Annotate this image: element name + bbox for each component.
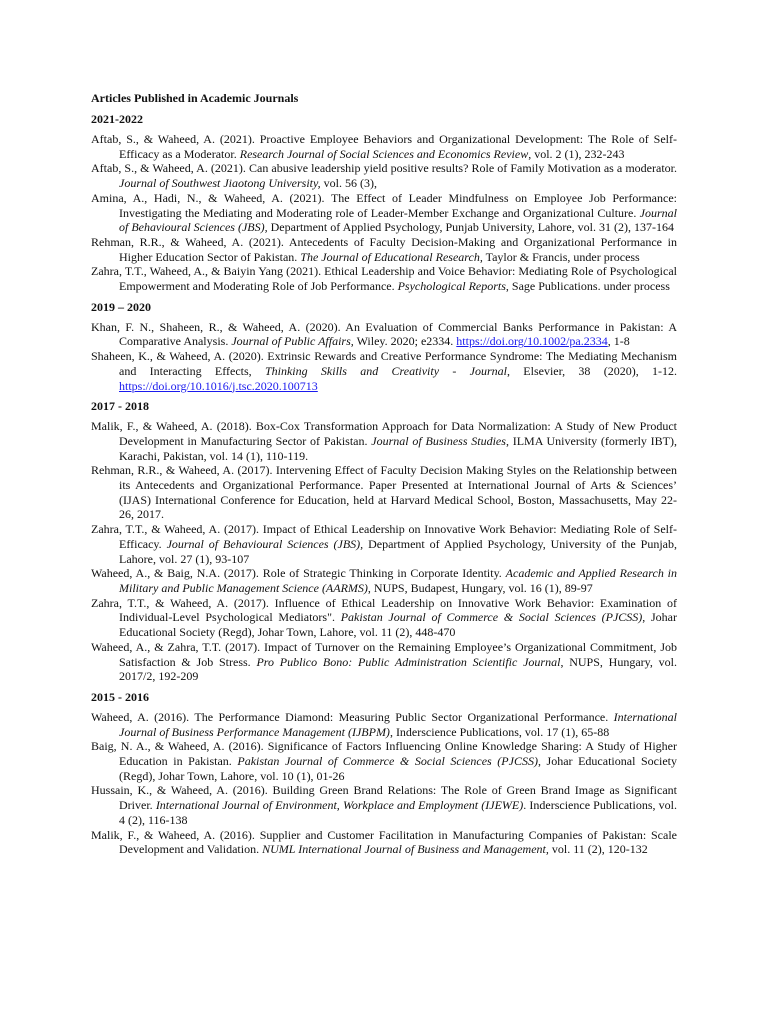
citation-entry bbox=[91, 463, 677, 522]
citation-text: Zahra, T.T., Waheed, A., & Baiyin Yang (2021). Ethical Leadership and Voice Behavior: Mediating Role of Psychological Empowerment and Moderating Role of Job Performance. bbox=[91, 264, 677, 294]
section-year-heading: 2015 - 2016 bbox=[91, 689, 149, 704]
citation-details: , Sage Publications. under process bbox=[505, 279, 670, 294]
journal-name: Psychological Reports bbox=[397, 279, 506, 294]
citation-entry bbox=[91, 320, 677, 349]
citation-text: Rehman, R.R., & Waheed, A. (2021). Antecedents of Faculty Decision-Making and Organizational Performance in Higher Education Sector of Pakistan. bbox=[91, 234, 677, 264]
citation-entry bbox=[91, 596, 677, 640]
citation-entry bbox=[91, 264, 677, 293]
citation-text: Rehman, R.R., & Waheed, A. (2017). Intervening Effect of Faculty Decision Making Styles on the Relationship between its Antecedents and Organizational Performance. Paper Presented at International Journal of Arts & Sciences’ (IJAS) International Conference for Education, held at Harvard Medical School, Boston, Massachusetts, May 22-26, 2017. bbox=[91, 463, 677, 522]
citation-text: Waheed, A. (2016). The Performance Diamond: Measuring Public Sector Organizational Performance. bbox=[91, 709, 614, 724]
citation-entry bbox=[91, 349, 677, 393]
citation-text: Shaheen, K., & Waheed, A. (2020). Extrinsic Rewards and Creative Performance Syndrome: The Mediating Mechanism and Interacting Effects, bbox=[91, 349, 677, 378]
section-year-heading: 2017 - 2018 bbox=[91, 399, 149, 414]
citation-details: Taylor & Francis, under process bbox=[482, 249, 640, 264]
citation-entry bbox=[91, 161, 677, 190]
citation-details: , Johar Educational Society (Regd), Johar Town, Lahore, vol. 10 (1), 01-26 bbox=[119, 754, 677, 783]
citation-details: . Inderscience Publications, vol. 4 (2), 116-138 bbox=[119, 798, 677, 827]
journal-name: International Journal of Business Performance Management (IJBPM) bbox=[119, 709, 677, 739]
citation-text: Waheed, A., & Baig, N.A. (2017). Role of Strategic Thinking in Corporate Identity. bbox=[91, 566, 506, 581]
citation-details: , Elsevier, 38 (2020), 1-12. bbox=[506, 363, 677, 378]
citation-details: , Inderscience Publications, vol. 17 (1), 65-88 bbox=[389, 724, 610, 739]
citation-entry bbox=[91, 640, 677, 684]
journal-name: Journal of Business Studies bbox=[371, 433, 506, 448]
journal-name: International Journal of Environment, Workplace and Employment (IJEWE) bbox=[155, 798, 524, 813]
citation-entry bbox=[91, 419, 677, 463]
sections-container bbox=[91, 112, 677, 857]
journal-name: Academic and Applied Research in Military and Public Management Science (AARMS) bbox=[119, 566, 678, 595]
citation-details: Wiley. 2020; e2334. bbox=[353, 334, 457, 349]
journal-name: Pakistan Journal of Commerce & Social Sciences (PJCSS) bbox=[340, 610, 643, 625]
journal-name: NUML International Journal of Business and Management, bbox=[262, 842, 549, 857]
journal-name: Research Journal of Social Sciences and Economics Review bbox=[239, 146, 529, 161]
journal-name: Journal of Behavioural Sciences (JBS), bbox=[166, 536, 364, 551]
citation-entry bbox=[91, 828, 677, 857]
citation-details: Department of Applied Psychology, University of the Punjab, Lahore, vol. 27 (1), 93-107 bbox=[119, 536, 678, 566]
citation-text: Hussain, K., & Waheed, A. (2016). Building Green Brand Relations: The Role of Green Brand Image as Significant Driver. bbox=[91, 783, 677, 813]
journal-name: Journal of Public Affairs, bbox=[231, 334, 354, 349]
page-title: Articles Published in Academic Journals bbox=[91, 91, 299, 105]
doi-link[interactable]: https://doi.org/10.1002/pa.2334 bbox=[456, 334, 608, 349]
citation-details: vol. 11 (2), 120-132 bbox=[548, 842, 648, 857]
citation-text: Aftab, S., & Waheed, A. (2021). Can abusive leadership yield positive results? Role of Family Motivation as a moderator. bbox=[91, 161, 677, 176]
citation-details: , ILMA University (formerly IBT), Karachi, Pakistan, vol. 14 (1), 110-119. bbox=[119, 433, 678, 463]
citation-text: Malik, F., & Waheed, A. (2016). Supplier and Customer Facilitation in Manufacturing Companies of Pakistan: Scale Development and Validation. bbox=[91, 827, 677, 857]
citation-entry bbox=[91, 235, 677, 264]
citation-details: , Johar Educational Society (Regd), Johar Town, Lahore, vol. 11 (2), 448-470 bbox=[119, 610, 677, 640]
journal-name: Pakistan Journal of Commerce & Social Sciences (PJCSS) bbox=[237, 754, 538, 769]
citation-details: , NUPS, Budapest, Hungary, vol. 16 (1), 89-97 bbox=[367, 580, 593, 595]
section-year-heading: 2021-2022 bbox=[91, 112, 143, 126]
citation-text: Aftab, S., & Waheed, A. (2021). Proactive Employee Behaviors and Organizational Development: The Role of Self-Efficacy as a Moderator. bbox=[91, 132, 677, 161]
citation-entry bbox=[91, 783, 677, 827]
citation-details: vol. 56 (3), bbox=[320, 176, 377, 191]
journal-name: The Journal of Educational Research, bbox=[300, 249, 483, 264]
citation-entry bbox=[91, 191, 677, 235]
citation-entry bbox=[91, 566, 677, 595]
section-year-heading: 2019 – 2020 bbox=[91, 299, 151, 314]
citation-pages: , 1-8 bbox=[607, 334, 630, 349]
journal-name: Journal of Behavioural Sciences (JBS), bbox=[119, 205, 677, 235]
citation-text: Zahra, T.T., & Waheed, A. (2017). Influence of Ethical Leadership on Innovative Work Behavior: Examination of Individual-Level Psychological Mediators". bbox=[91, 595, 677, 625]
citation-entry bbox=[91, 522, 677, 566]
doi-link[interactable]: https://doi.org/10.1016/j.tsc.2020.100713 bbox=[119, 378, 318, 393]
citation-entry bbox=[91, 739, 677, 783]
citation-entry bbox=[91, 132, 677, 161]
citation-details: , vol. 2 (1), 232-243 bbox=[528, 146, 625, 161]
document-page bbox=[91, 91, 677, 857]
journal-name: Thinking Skills and Creativity - Journal bbox=[264, 363, 507, 378]
citation-entry bbox=[91, 710, 677, 739]
citation-text: Amina, A., Hadi, N., & Waheed, A. (2021). The Effect of Leader Mindfulness on Employee Job Performance: Investigating the Mediating and Moderating role of Leader-Member Exchange and Organizational Culture. bbox=[91, 190, 677, 220]
citation-text: Waheed, A., & Zahra, T.T. (2017). Impact of Turnover on the Remaining Employee’s Organizational Commitment, Job Satisfaction & Job Stress. bbox=[91, 639, 677, 669]
citation-text: Khan, F. N., Shaheen, R., & Waheed, A. (2020). An Evaluation of Commercial Banks Performance in Pakistan: A Comparative Analysis. bbox=[91, 319, 677, 349]
citation-text: Malik, F., & Waheed, A. (2018). Box-Cox Transformation Approach for Data Normalization: A Study of New Product Development in Manufacturing Sector of Pakistan. bbox=[91, 419, 677, 448]
citation-details: Department of Applied Psychology, Punjab University, Lahore, vol. 31 (2), 137-164 bbox=[267, 220, 675, 235]
citation-details: , NUPS, Hungary, vol. 2017/2, 192-209 bbox=[119, 654, 678, 684]
journal-name: Journal of Southwest Jiaotong University, bbox=[119, 176, 321, 191]
citation-text: Zahra, T.T., & Waheed, A. (2017). Impact of Ethical Leadership on Innovative Work Behavior: Mediating Role of Self-Efficacy. bbox=[91, 522, 677, 551]
journal-name: Pro Publico Bono: Public Administration Scientific Journal bbox=[256, 654, 561, 669]
citation-text: Baig, N. A., & Waheed, A. (2016). Significance of Factors Influencing Online Knowledge Sharing: A Study of Higher Education in Pakistan. bbox=[91, 739, 677, 769]
